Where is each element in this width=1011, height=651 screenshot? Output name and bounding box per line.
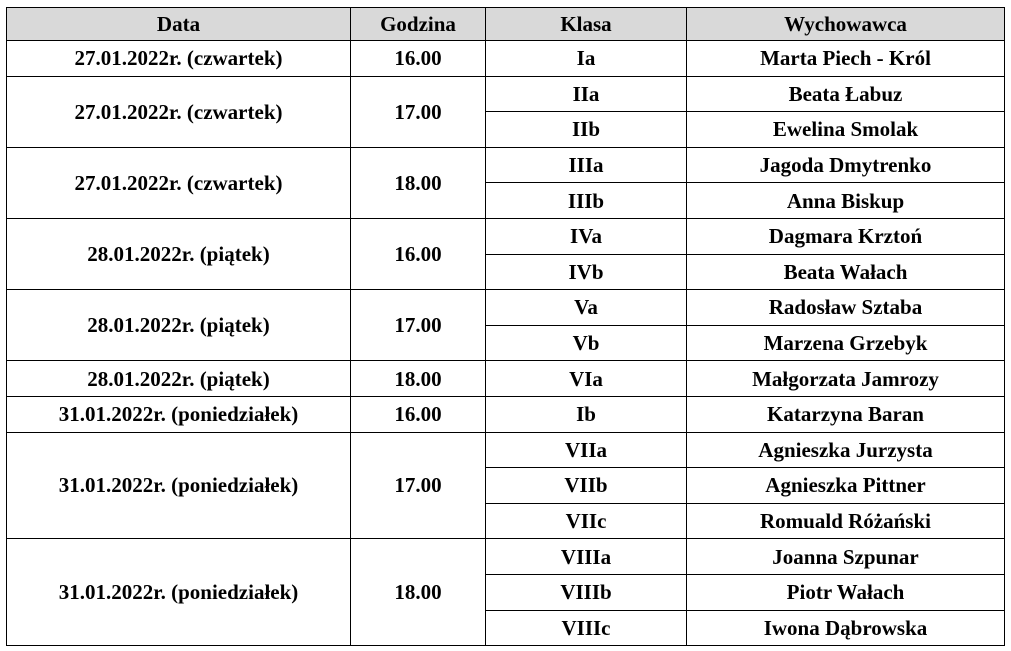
class-cell: IIa (486, 76, 687, 112)
table-row (7, 290, 1005, 326)
teacher-cell: Agnieszka Pittner (687, 468, 1005, 504)
table-header (7, 8, 1005, 41)
class-cell: Va (486, 290, 687, 326)
hour-cell: 17.00 (351, 290, 486, 361)
teacher-cell: Radosław Sztaba (687, 290, 1005, 326)
teacher-cell: Ewelina Smolak (687, 112, 1005, 148)
hour-cell: 16.00 (351, 218, 486, 289)
table-body (7, 41, 1005, 646)
table-row (7, 432, 1005, 468)
date-cell: 31.01.2022r. (poniedziałek) (7, 396, 351, 432)
hour-cell: 18.00 (351, 361, 486, 397)
teacher-cell: Beata Łabuz (687, 76, 1005, 112)
header-class: Klasa (486, 8, 687, 41)
teacher-cell: Jagoda Dmytrenko (687, 147, 1005, 183)
class-cell: IVa (486, 218, 687, 254)
schedule-table (6, 7, 1005, 646)
class-cell: IIb (486, 112, 687, 148)
table-row (7, 396, 1005, 432)
header-row (7, 8, 1005, 41)
teacher-cell: Małgorzata Jamrozy (687, 361, 1005, 397)
teacher-cell: Romuald Różański (687, 503, 1005, 539)
class-cell: IIIb (486, 183, 687, 219)
teacher-cell: Iwona Dąbrowska (687, 610, 1005, 646)
table-row (7, 218, 1005, 254)
class-cell: VIa (486, 361, 687, 397)
class-cell: VIIIa (486, 539, 687, 575)
hour-cell: 18.00 (351, 539, 486, 646)
class-cell: VIIa (486, 432, 687, 468)
date-cell: 28.01.2022r. (piątek) (7, 290, 351, 361)
teacher-cell: Beata Wałach (687, 254, 1005, 290)
class-cell: IIIa (486, 147, 687, 183)
class-cell: VIIc (486, 503, 687, 539)
table-row (7, 539, 1005, 575)
date-cell: 27.01.2022r. (czwartek) (7, 41, 351, 77)
teacher-cell: Marzena Grzebyk (687, 325, 1005, 361)
hour-cell: 16.00 (351, 41, 486, 77)
class-cell: Ib (486, 396, 687, 432)
teacher-cell: Anna Biskup (687, 183, 1005, 219)
class-cell: IVb (486, 254, 687, 290)
hour-cell: 16.00 (351, 396, 486, 432)
teacher-cell: Katarzyna Baran (687, 396, 1005, 432)
teacher-cell: Agnieszka Jurzysta (687, 432, 1005, 468)
table-row (7, 147, 1005, 183)
header-hour: Godzina (351, 8, 486, 41)
class-cell: VIIIb (486, 574, 687, 610)
date-cell: 27.01.2022r. (czwartek) (7, 147, 351, 218)
teacher-cell: Piotr Wałach (687, 574, 1005, 610)
class-cell: Ia (486, 41, 687, 77)
class-cell: Vb (486, 325, 687, 361)
table-row (7, 361, 1005, 397)
class-cell: VIIIc (486, 610, 687, 646)
date-cell: 28.01.2022r. (piątek) (7, 218, 351, 289)
hour-cell: 17.00 (351, 76, 486, 147)
header-date: Data (7, 8, 351, 41)
hour-cell: 17.00 (351, 432, 486, 539)
date-cell: 28.01.2022r. (piątek) (7, 361, 351, 397)
class-cell: VIIb (486, 468, 687, 504)
teacher-cell: Marta Piech - Król (687, 41, 1005, 77)
teacher-cell: Dagmara Krztoń (687, 218, 1005, 254)
table-row (7, 76, 1005, 112)
header-teacher: Wychowawca (687, 8, 1005, 41)
hour-cell: 18.00 (351, 147, 486, 218)
table-row (7, 41, 1005, 77)
date-cell: 31.01.2022r. (poniedziałek) (7, 539, 351, 646)
teacher-cell: Joanna Szpunar (687, 539, 1005, 575)
date-cell: 31.01.2022r. (poniedziałek) (7, 432, 351, 539)
date-cell: 27.01.2022r. (czwartek) (7, 76, 351, 147)
